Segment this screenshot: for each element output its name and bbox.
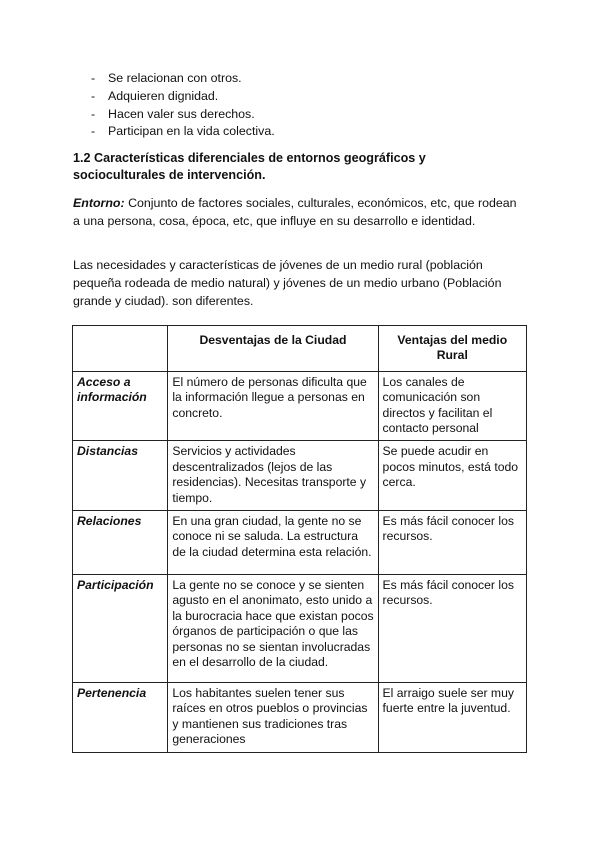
table-header-rural: Ventajas del medio Rural [378,326,526,372]
definition-term: Entorno: [73,196,125,210]
body-paragraph: Las necesidades y características de jóvenes de un medio rural (población pequeña rodeada de medio natural) y jóvenes de un medio urbano (Población grande y ciudad). son diferentes. [73,258,502,308]
rural-cell: El arraigo suele ser muy fuerte entre la juventud. [378,683,526,753]
bullet-dash: - [91,71,96,85]
row-label: Distancias [73,441,168,511]
bullet-dash: - [91,106,96,121]
list-item [91,88,275,106]
rural-cell: Es más fácil conocer los recursos. [378,575,526,683]
row-label: Participación [73,575,168,683]
rural-cell: Es más fácil conocer los recursos. [378,511,526,575]
list-item-text: Se relacionan con otros. [108,71,242,85]
bullet-list [91,70,275,141]
rural-cell: Los canales de comunicación son directos y facilitan el contacto personal [378,371,526,441]
definition-text: Conjunto de factores sociales, culturales, económicos, etc, que rodean a una persona, cosa, época, etc, que influye en su desarrollo e identidad. [73,196,517,228]
table-header-city: Desventajas de la Ciudad [168,326,378,372]
table-row [73,683,527,753]
bullet-dash: - [91,88,96,103]
list-item-text: Participan en la vida colectiva. [108,124,275,139]
bullet-dash: - [91,124,96,139]
table-header-row [73,326,527,372]
list-item [91,70,275,88]
city-cell: En una gran ciudad, la gente no se conoce ni se saluda. La estructura de la ciudad determina esta relación. [168,511,378,575]
row-label: Pertenencia [73,683,168,753]
table-row [73,575,527,683]
table-header-empty [73,326,168,372]
city-cell: La gente no se conoce y se sienten agusto en el anonimato, esto unido a la burocracia hace que existan pocos órganos de participación o que las personas no se sientan involucradas en el desarrollo de la ciudad. [168,575,378,683]
city-cell: Servicios y actividades descentralizados (lejos de las residencias). Necesitas transporte y tiempo. [168,441,378,511]
city-cell: Los habitantes suelen tener sus raíces en otros pueblos o provincias y mantienen sus tradiciones tras generaciones [168,683,378,753]
row-label: Acceso a información [73,371,168,441]
list-item-text: Hacen valer sus derechos. [108,106,255,121]
list-item [91,123,275,141]
section-heading: 1.2 Características diferenciales de entornos geográficos y socioculturales de intervención. [73,151,426,182]
comparison-table [72,325,527,753]
row-label: Relaciones [73,511,168,575]
rural-cell: Se puede acudir en pocos minutos, está todo cerca. [378,441,526,511]
table-row [73,371,527,441]
list-item [91,106,275,124]
city-cell: El número de personas dificulta que la información llegue a personas en concreto. [168,371,378,441]
list-item-text: Adquieren dignidad. [108,88,219,103]
definition-paragraph [73,194,523,230]
table-row [73,441,527,511]
table-row [73,511,527,575]
